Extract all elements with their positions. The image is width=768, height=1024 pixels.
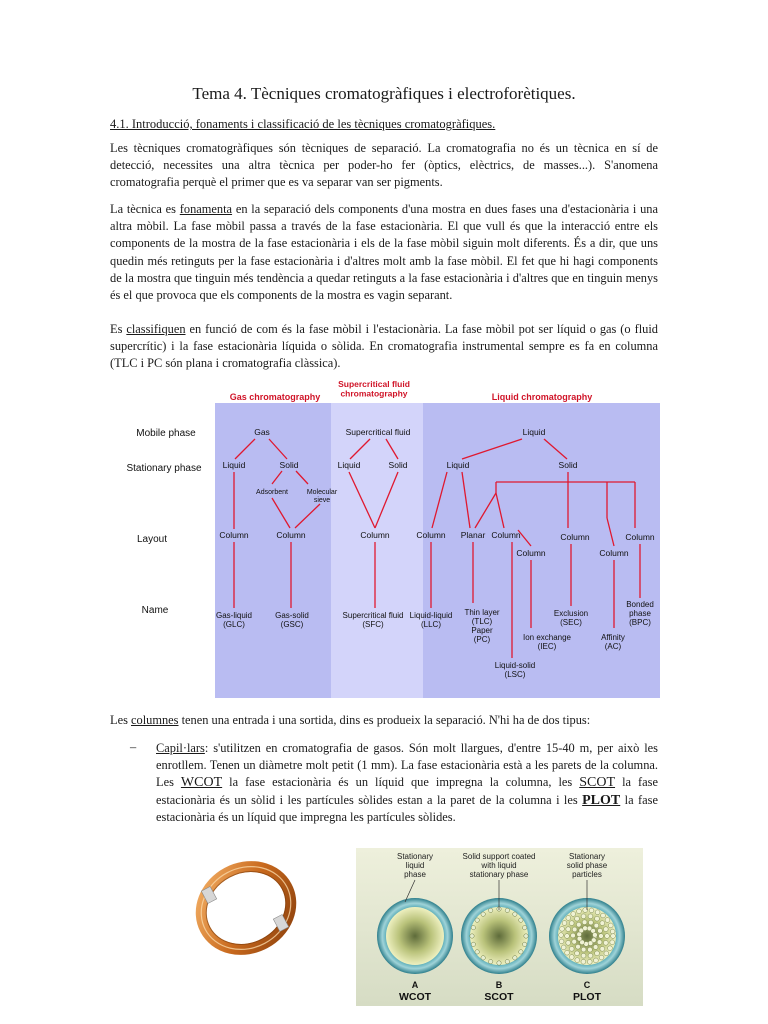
tube-scot-bore	[470, 907, 528, 965]
particle	[562, 921, 567, 926]
particle	[497, 961, 501, 965]
particle	[589, 908, 594, 913]
paragraph-capillars: Capil·lars: s'utilitzen en cromatografia de gasos. Són molt llargues, d'entre 15-40 m, per això les enrotllem. Tenen un diàmetre molt petit (1 mm). La fase estacionària està a les parets de la columna. Les WCOT la fase estacionària és un líquid que impregna la columna, les SCOT la fase estacionària és un sòlid i les partícules sòlides estan a la paret de la columna i les PLOT la fase estacionària és un líquid que impregna les partícules sòlides.	[156, 741, 658, 824]
particle	[588, 914, 593, 919]
particle	[605, 934, 610, 939]
node-gsc: Gas-solid (GSC)	[275, 611, 309, 629]
particle	[576, 922, 581, 927]
particle	[581, 914, 586, 919]
particle	[513, 912, 517, 916]
node-lc-column-2: Column	[491, 530, 521, 540]
particle	[577, 909, 582, 914]
particle	[571, 933, 576, 938]
node-sec: Exclusion (SEC)	[553, 609, 589, 627]
term-capillars: Capil·lars	[156, 741, 205, 755]
header-gas: Gas chromatography	[229, 392, 321, 402]
particle	[565, 950, 570, 955]
particle	[583, 926, 588, 931]
term-scot: SCOT	[579, 775, 616, 791]
node-lc-liquid: Liquid	[446, 460, 470, 470]
node-iec: Ion exchange (IEC)	[522, 633, 572, 651]
particle	[571, 912, 576, 917]
capillary-column-photo	[190, 858, 302, 958]
particle	[481, 956, 485, 960]
letter-plot: C	[583, 980, 591, 990]
node-lc-column-1: Column	[416, 530, 446, 540]
particle	[559, 939, 564, 944]
label-wcot-description: Stationary liquid phase	[396, 852, 434, 879]
node-glc: Gas-liquid (GLC)	[215, 611, 253, 629]
node-lc-column-3: Column	[516, 548, 546, 558]
node-llc: Liquid-liquid (LLC)	[409, 611, 453, 629]
particle	[566, 927, 571, 932]
particle	[481, 912, 485, 916]
term-columnes: columnes	[131, 713, 179, 727]
particle	[604, 951, 609, 956]
particle	[605, 918, 610, 923]
node-gas-liquid: Liquid	[222, 460, 246, 470]
particle	[572, 939, 577, 944]
particle	[610, 940, 615, 945]
chromatography-classification-diagram	[112, 378, 660, 698]
letter-scot: B	[495, 980, 503, 990]
particle	[593, 958, 598, 963]
particle	[581, 959, 586, 964]
particle	[475, 918, 479, 922]
bullet-marker: –	[130, 740, 137, 754]
column-types-figure	[356, 848, 643, 1006]
row-label-mobile: Mobile phase	[136, 428, 196, 439]
particle	[565, 934, 570, 939]
particle	[599, 934, 604, 939]
particle	[593, 945, 598, 950]
node-gas-column-2: Column	[276, 530, 306, 540]
particle	[572, 927, 577, 932]
particle	[588, 947, 593, 952]
particle	[595, 951, 600, 956]
particle	[475, 950, 479, 954]
header-sfc: Supercritical fluid chromatography	[338, 379, 410, 399]
label-scot-description: Solid support coated with liquid stationary phase	[462, 852, 536, 879]
particle	[587, 959, 592, 964]
name-plot: PLOT	[573, 991, 601, 1003]
paragraph-columnes: Les columnes tenen una entrada i una sortida, dins es produeix la separació. N'hi ha de dos tipus:	[110, 713, 591, 727]
particle	[588, 953, 593, 958]
node-sfc-solid: Solid	[388, 460, 408, 470]
particle	[577, 936, 582, 941]
particle	[559, 933, 564, 938]
particle	[569, 921, 574, 926]
label-plot-description: Stationary solid phase particles	[566, 852, 608, 879]
node-gas-solid: Solid	[279, 460, 299, 470]
particle	[610, 929, 615, 934]
particle	[524, 934, 528, 938]
node-sfc-column: Column	[360, 530, 390, 540]
page-title: Tema 4. Tècniques cromatogràfiques i electroforètiques.	[192, 84, 576, 103]
sfc-region	[331, 403, 423, 698]
particle	[569, 955, 574, 960]
row-label-name: Name	[141, 605, 169, 616]
name-scot: SCOT	[484, 991, 514, 1003]
particle	[601, 913, 606, 918]
particle	[588, 941, 593, 946]
particle	[522, 925, 526, 929]
particle	[600, 921, 605, 926]
node-gas: Gas	[254, 427, 270, 437]
gas-region	[215, 403, 331, 698]
particle	[608, 923, 613, 928]
particle	[505, 959, 509, 963]
particle	[593, 932, 598, 937]
header-lc: Liquid chromatography	[491, 392, 593, 402]
node-planar: Planar	[460, 530, 486, 540]
particle	[582, 920, 587, 925]
particle	[575, 951, 580, 956]
node-adsorbent: Adsorbent	[256, 489, 288, 496]
particle	[519, 950, 523, 954]
node-lc-column-4: Column	[560, 532, 590, 542]
particle	[560, 926, 565, 931]
term-classifiquen: classifiquen	[126, 322, 186, 336]
node-sfc-liquid: Liquid	[337, 460, 361, 470]
particle	[581, 947, 586, 952]
particle	[576, 944, 581, 949]
particle	[488, 959, 492, 963]
particle	[597, 940, 602, 945]
node-lsc: Liquid-solid (LSC)	[494, 661, 536, 679]
node-supercritical-fluid: Supercritical fluid	[345, 427, 411, 437]
section-heading: 4.1. Introducció, fonaments i classificació de les tècniques cromatogràfiques.	[110, 117, 496, 131]
particle	[519, 918, 523, 922]
node-lc-column-5: Column	[599, 548, 629, 558]
name-wcot: WCOT	[398, 991, 432, 1003]
paragraph-fonaments: La tècnica es fonamenta en la separació dels components d'una mostra en dues fases una d'estacionària i una altra mòbil. La fase mòbil passa a través de la fase estacionària. El que vull és que la interacció entre els components de la mostra de la fase estacionària i els de la fase mòbil siguin molt diferents. És a dir, que uns quedin més retinguts per la fase estacionària i d'altres molt amb la fase mòbil. El fet que hi hagi components de la mostra que tinguin més tendència a quedar retinguts a la fase estacionària i d'altres que en tinguin menys és el que provoca que els components de la mostra es vagin separant.	[110, 202, 659, 303]
particle	[471, 925, 475, 929]
particle	[598, 928, 603, 933]
particle	[600, 946, 605, 951]
particle	[608, 946, 613, 951]
paragraph-classificacio: Es classifiquen en funció de com és la fase mòbil i l'estacionària. La fase mòbil pot ser líquid o gas (o fluid supercrític) i la fase estacionària líquida o sòlida. En cromatografia instrumental sempre es fa en columna (TLC i PC són plana i cromatografia clàssica).	[110, 322, 658, 371]
node-lc-solid: Solid	[558, 460, 578, 470]
letter-wcot: A	[411, 980, 419, 990]
particle	[611, 934, 616, 939]
particle	[575, 916, 580, 921]
particle	[561, 945, 566, 950]
term-fonamenta: fonamenta	[179, 202, 233, 216]
term-plot: PLOT	[582, 792, 621, 808]
particle	[522, 942, 526, 946]
term-wcot: WCOT	[180, 775, 223, 791]
particle	[595, 910, 600, 915]
particle	[588, 920, 593, 925]
particle	[575, 958, 580, 963]
paragraph-intro: Les tècniques cromatogràfiques són tècniques de separació. La cromatografia no és un tècnica en sí de detecció, necessites una altra tècnica per poder-ho fer (òptics, elèctrics, de masses...). S'anomena cromatografia perquè el primer que es va separar van ser pigments.	[110, 141, 658, 190]
node-ac: Affinity (AC)	[601, 633, 625, 651]
particle	[595, 916, 600, 921]
node-lc-column-6: Column	[625, 532, 655, 542]
particle	[505, 908, 509, 912]
node-sfc-name: Supercritical fluid (SFC)	[342, 611, 404, 629]
particle	[566, 940, 571, 945]
particle	[471, 942, 475, 946]
particle	[566, 916, 571, 921]
particle	[488, 908, 492, 912]
particle	[569, 946, 574, 951]
particle	[603, 927, 608, 932]
tube-wcot-bore	[386, 907, 444, 965]
particle	[599, 955, 604, 960]
particle	[581, 953, 586, 958]
node-bpc: Bonded phase (BPC)	[626, 600, 654, 627]
particle	[603, 940, 608, 945]
particle	[513, 956, 517, 960]
node-molecular-sieve: Molecular sieve	[306, 489, 338, 504]
row-label-layout: Layout	[136, 534, 168, 545]
particle	[470, 934, 474, 938]
particle	[594, 923, 599, 928]
node-thin-layer-paper: Thin layer (TLC) Paper (PC)	[464, 608, 500, 644]
row-label-stationary: Stationary phase	[126, 463, 202, 474]
node-liquid: Liquid	[522, 427, 546, 437]
node-gas-column-1: Column	[219, 530, 249, 540]
